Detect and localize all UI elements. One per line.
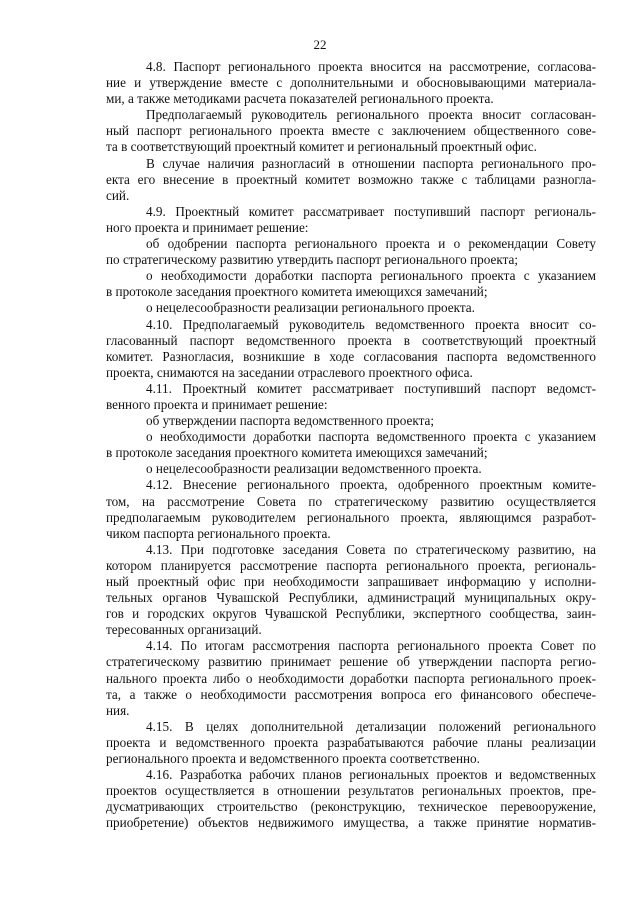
text-line: 4.14. По итогам рассмотрения паспорта регионального проекта Совет по <box>146 638 596 654</box>
text-line: предполагаемым руководителем регионального проекта, являющимся разработ- <box>106 509 596 525</box>
text-line: комитет. Разногласия, возникшие в ходе согласования паспорта ведомственного <box>106 348 596 364</box>
text-line: 4.13. При подготовке заседания Совета по стратегическому развитию, на <box>146 541 596 557</box>
text-line: ния. <box>106 702 130 718</box>
text-line: В случае наличия разногласий в отношении паспорта регионального про- <box>146 155 596 171</box>
text-line: об утверждении паспорта ведомственного проекта; <box>146 413 435 429</box>
text-line: о нецелесообразности реализации регионального проекта. <box>146 300 475 316</box>
text-line: 4.15. В целях дополнительной детализации положений регионального <box>146 718 596 734</box>
text-line: стратегическому развитию принимает решение об утверждении паспорта регио- <box>106 654 596 670</box>
text-line: по стратегическому развитию утвердить паспорт регионального проекта; <box>106 252 519 268</box>
text-line: ный проектный офис при необходимости запрашивает информацию у исполни- <box>106 574 596 589</box>
text-line: в протоколе заседания проектного комитета имеющихся замечаний; <box>106 284 488 300</box>
text-line: та, а также о необходимости рассмотрения вопроса его финансового обеспече- <box>106 686 596 702</box>
text-line: о необходимости доработки паспорта ведомственного проекта с указанием <box>146 429 596 445</box>
text-line: о нецелесообразности реализации ведомственного проекта. <box>146 461 482 477</box>
text-line: Предполагаемый руководитель регионального проекта вносит согласован- <box>146 107 596 123</box>
text-line: дусматривающих строительство (реконструкцию, техническое перевооружение, <box>106 799 596 815</box>
text-line: приобретение) объектов недвижимого имущества, а также принятие норматив- <box>106 815 596 831</box>
text-line: чиком паспорта регионального проекта. <box>106 525 331 541</box>
document-body <box>106 59 596 832</box>
text-line: том, на рассмотрение Совета по стратегическому развитию осуществляется <box>106 493 596 509</box>
text-line: о необходимости доработки паспорта регионального проекта с указанием <box>146 268 596 284</box>
text-line: 4.9. Проектный комитет рассматривает поступивший паспорт региональ- <box>146 203 596 219</box>
text-line: та в соответствующий проектный комитет и региональный проектный офис. <box>106 139 537 155</box>
text-line: 4.8. Паспорт регионального проекта вносится на рассмотрение, согласова- <box>146 59 596 74</box>
text-line: об одобрении паспорта регионального проекта и о рекомендации Совету <box>146 236 596 252</box>
text-line: проекта, снимаются на заседании отраслевого проектного офиса. <box>106 364 473 380</box>
text-line: венного проекта и принимает решение: <box>106 396 328 412</box>
text-line: нального проекта либо о необходимости доработки паспорта регионального проек- <box>106 670 596 686</box>
text-line: проектов осуществляется в отношении результатов региональных проектов, пре- <box>106 783 596 799</box>
text-line: екта его внесение в проектный комитет возможно также с таблицами разногла- <box>106 171 596 187</box>
text-line: 4.12. Внесение регионального проекта, одобренного проектным комите- <box>146 477 596 493</box>
text-line: гов и городских округов Чувашской Республики, экспертного сообщества, заин- <box>106 606 596 622</box>
text-line: гласованный паспорт ведомственного проекта в соответствующий проектный <box>106 332 596 348</box>
text-line: сий. <box>106 187 130 203</box>
text-line: 4.11. Проектный комитет рассматривает поступивший паспорт ведомст- <box>146 380 596 396</box>
text-line: ми, а также методиками расчета показателей регионального проекта. <box>106 91 494 107</box>
text-line: проекта и ведомственного проекта разрабатываются рабочие планы реализации <box>106 734 596 750</box>
text-line: в протоколе заседания проектного комитета имеющихся замечаний; <box>106 445 488 461</box>
text-line: ного проекта и принимает решение: <box>106 219 309 235</box>
text-line: 4.10. Предполагаемый руководитель ведомственного проекта вносит со- <box>146 316 596 332</box>
text-line: ный паспорт регионального проекта вместе с заключением общественного сове- <box>106 123 596 139</box>
text-line: тельных органов Чувашской Республики, администраций муниципальных окру- <box>106 590 596 606</box>
text-line: регионального проекта и ведомственного проекта соответственно. <box>106 751 480 767</box>
text-line: котором планируется рассмотрение паспорта регионального проекта, региональ- <box>106 557 596 573</box>
text-line: 4.16. Разработка рабочих планов региональных проектов и ведомственных <box>146 767 596 783</box>
text-line: тересованных организаций. <box>106 622 262 638</box>
text-line: ние и утверждение вместе с дополнительными и обосновывающими материала- <box>106 75 596 91</box>
page-number: 22 <box>313 37 327 52</box>
